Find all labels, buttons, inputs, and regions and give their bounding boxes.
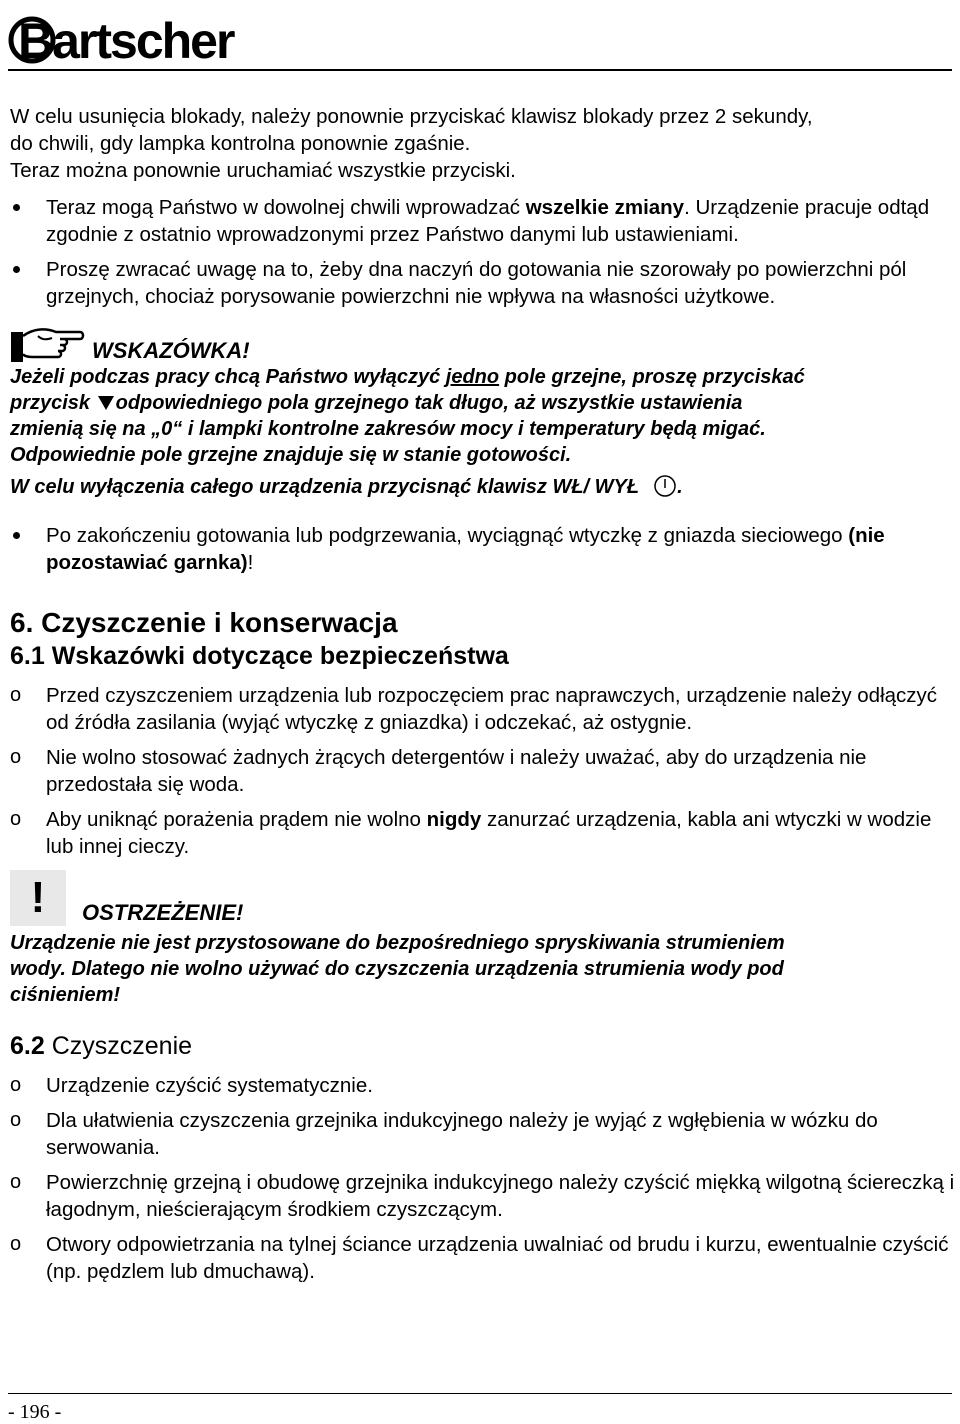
list-marker: o xyxy=(10,684,22,706)
section-6-1-title: 6.1 Wskazówki dotyczące bezpieczeństwa xyxy=(10,642,509,670)
bullet-item: Proszę zwracać uwagę na to, żeby dna naczyń do gotowania nie szorowały po powierzchni pól grzejnych, chociaż porysowanie powierzchni nie wpływa na własności użytkowe. xyxy=(10,256,955,310)
list-marker: o xyxy=(10,1109,22,1131)
list-marker: o xyxy=(10,1233,22,1255)
warning-header xyxy=(10,870,955,926)
power-icon xyxy=(653,474,677,498)
list-item: o Nie wolno stosować żadnych żrących detergentów i należy uważać, aby do urządzenia nie przedostała się woda. xyxy=(10,746,867,796)
bartscher-logo xyxy=(10,4,234,69)
list-marker: o xyxy=(10,1074,22,1096)
down-arrow-icon xyxy=(98,396,114,410)
section-6-title: 6. Czyszczenie i konserwacja xyxy=(10,607,398,638)
page-content xyxy=(10,103,955,1285)
list-marker: o xyxy=(10,808,22,830)
intro-line-1: W celu usunięcia blokady, należy ponownie przyciskać klawisz blokady przez 2 sekundy, xyxy=(10,105,813,128)
list-item: o Otwory odpowietrzania na tylnej ściance urządzenia uwalniać od brudu i kurzu, ewentualnie czyścić (np. pędzlem lub dmuchawą). xyxy=(10,1233,949,1283)
list-item: o Przed czyszczeniem urządzenia lub rozpoczęciem prac naprawczych, urządzenie należy odłączyć od źródła zasilania (wyjąć wtyczkę z gniazdka) i odczekać, aż ostygnie. xyxy=(10,684,938,734)
bullet-item: Po zakończeniu gotowania lub podgrzewania, wyciągnąć wtyczkę z gniazda sieciowego (nie pozostawiać garnka)! xyxy=(10,522,955,576)
list-marker: o xyxy=(10,1171,22,1193)
bullet-dot-icon xyxy=(10,256,40,273)
list-item: o Powierzchnię grzejną i obudowę grzejnika indukcyjnego należy czyścić miękką wilgotną ściereczką i łagodnym, nieścierającym środkiem czyszczącym. xyxy=(10,1171,955,1221)
bullet-dot-icon xyxy=(10,522,40,539)
list-item: o Dla ułatwienia czyszczenia grzejnika indukcyjnego należy je wyjąć z wgłębienia w wózku do serwowania. xyxy=(10,1109,878,1159)
header-rule xyxy=(8,69,952,71)
footer-rule xyxy=(8,1393,952,1394)
intro-line-2: do chwili, gdy lampka kontrolna ponownie zgaśnie. xyxy=(10,132,471,155)
hint-title: WSKAZÓWKA! xyxy=(92,338,250,363)
warning-title: OSTRZEŻENIE! xyxy=(82,900,244,925)
hint-header xyxy=(10,324,955,364)
list-marker: o xyxy=(10,746,22,768)
exclamation-icon: ! xyxy=(10,870,66,926)
bullet-dot-icon xyxy=(10,194,40,211)
hint-body: Jeżeli podczas pracy chcą Państwo wyłączyć jedno pole grzejne, proszę przyciskać przycisk odpowiedniego pola grzejnego tak długo, aż wszystkie ustawienia zmienią się na „0“ i lampki kontrolne zakresów mocy i temperatury będą migać. Odpowiednie pole grzejne znajduje się w stanie gotowości. W celu wyłączenia całego urządzenia przycisnąć klawisz WŁ/ WYŁ . xyxy=(10,366,805,498)
bullet-item: Teraz mogą Państwo w dowolnej chwili wprowadzać wszelkie zmiany. Urządzenie pracuje odtąd zgodnie z ostatnio wprowadzonymi przez Państwo danymi lub ustawieniami. xyxy=(10,194,955,248)
warning-body: Urządzenie nie jest przystosowane do bezpośredniego spryskiwania strumieniem wody. Dlatego nie wolno używać do czyszczenia urządzenia strumienia wody pod ciśnieniem! xyxy=(10,932,785,1006)
pointing-hand-icon xyxy=(10,324,84,364)
list-item: o Aby uniknąć porażenia prądem nie wolno nigdy zanurzać urządzenia, kabla ani wtyczki w wodzie lub innej cieczy. xyxy=(10,808,932,858)
intro-line-3: Teraz można ponownie uruchamiać wszystkie przyciski. xyxy=(10,159,516,182)
brand-name: Bartscher xyxy=(18,13,234,69)
list-item: o Urządzenie czyścić systematycznie. xyxy=(10,1074,373,1097)
page-number: - 196 - xyxy=(8,1401,62,1423)
section-6-2-title: 6.2 Czyszczenie xyxy=(10,1032,193,1060)
